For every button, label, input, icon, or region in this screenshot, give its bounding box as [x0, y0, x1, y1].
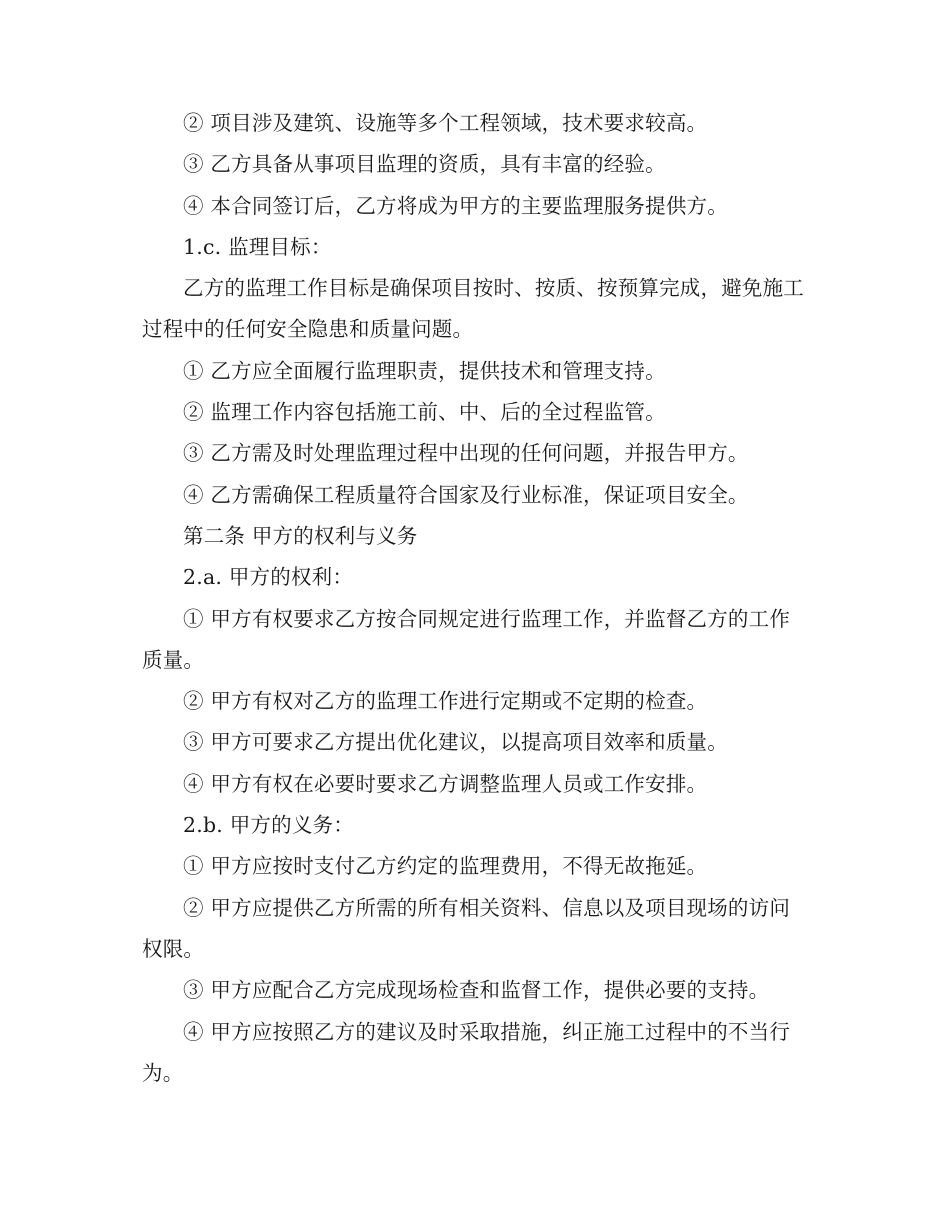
paragraph: ④ 乙方需确保工程质量符合国家及行业标准，保证项目安全。: [183, 482, 749, 507]
paragraph: ③ 乙方具备从事项目监理的资质，具有丰富的经验。: [183, 152, 666, 177]
paragraph: ② 监理工作内容包括施工前、中、后的全过程监管。: [183, 400, 666, 425]
paragraph: ① 乙方应全面履行监理职责，提供技术和管理支持。: [183, 358, 666, 383]
section-subheading: 1.c. 监理目标：: [183, 234, 332, 259]
paragraph: ② 甲方应提供乙方所需的所有相关资料、信息以及项目现场的访问权限。: [142, 895, 791, 961]
paragraph: ③ 乙方需及时处理监理过程中出现的任何问题，并报告甲方。: [183, 441, 749, 466]
paragraph: ④ 甲方有权在必要时要求乙方调整监理人员或工作安排。: [183, 771, 708, 796]
paragraph: ① 甲方有权要求乙方按合同规定进行监理工作，并监督乙方的工作质量。: [142, 606, 791, 672]
section-subheading: 2.a. 甲方的权利：: [183, 565, 354, 590]
document-body: [142, 103, 808, 1094]
paragraph: ④ 甲方应按照乙方的建议及时采取措施，纠正施工过程中的不当行为。: [142, 1019, 791, 1085]
article-heading: 第二条 甲方的权利与义务: [183, 523, 418, 548]
paragraph: ② 项目涉及建筑、设施等多个工程领域，技术要求较高。: [183, 111, 708, 135]
section-subheading: 2.b. 甲方的义务：: [183, 813, 354, 838]
paragraph: 乙方的监理工作目标是确保项目按时、按质、按预算完成，避免施工过程中的任何安全隐患和质量问题。: [142, 276, 804, 342]
paragraph: ② 甲方有权对乙方的监理工作进行定期或不定期的检查。: [183, 689, 708, 714]
paragraph: ① 甲方应按时支付乙方约定的监理费用，不得无故拖延。: [183, 854, 708, 879]
paragraph: ③ 甲方应配合乙方完成现场检查和监督工作，提供必要的支持。: [183, 978, 770, 1003]
paragraph: ④ 本合同签订后，乙方将成为甲方的主要监理服务提供方。: [183, 193, 728, 218]
paragraph: ③ 甲方可要求乙方提出优化建议，以提高项目效率和质量。: [183, 730, 728, 755]
